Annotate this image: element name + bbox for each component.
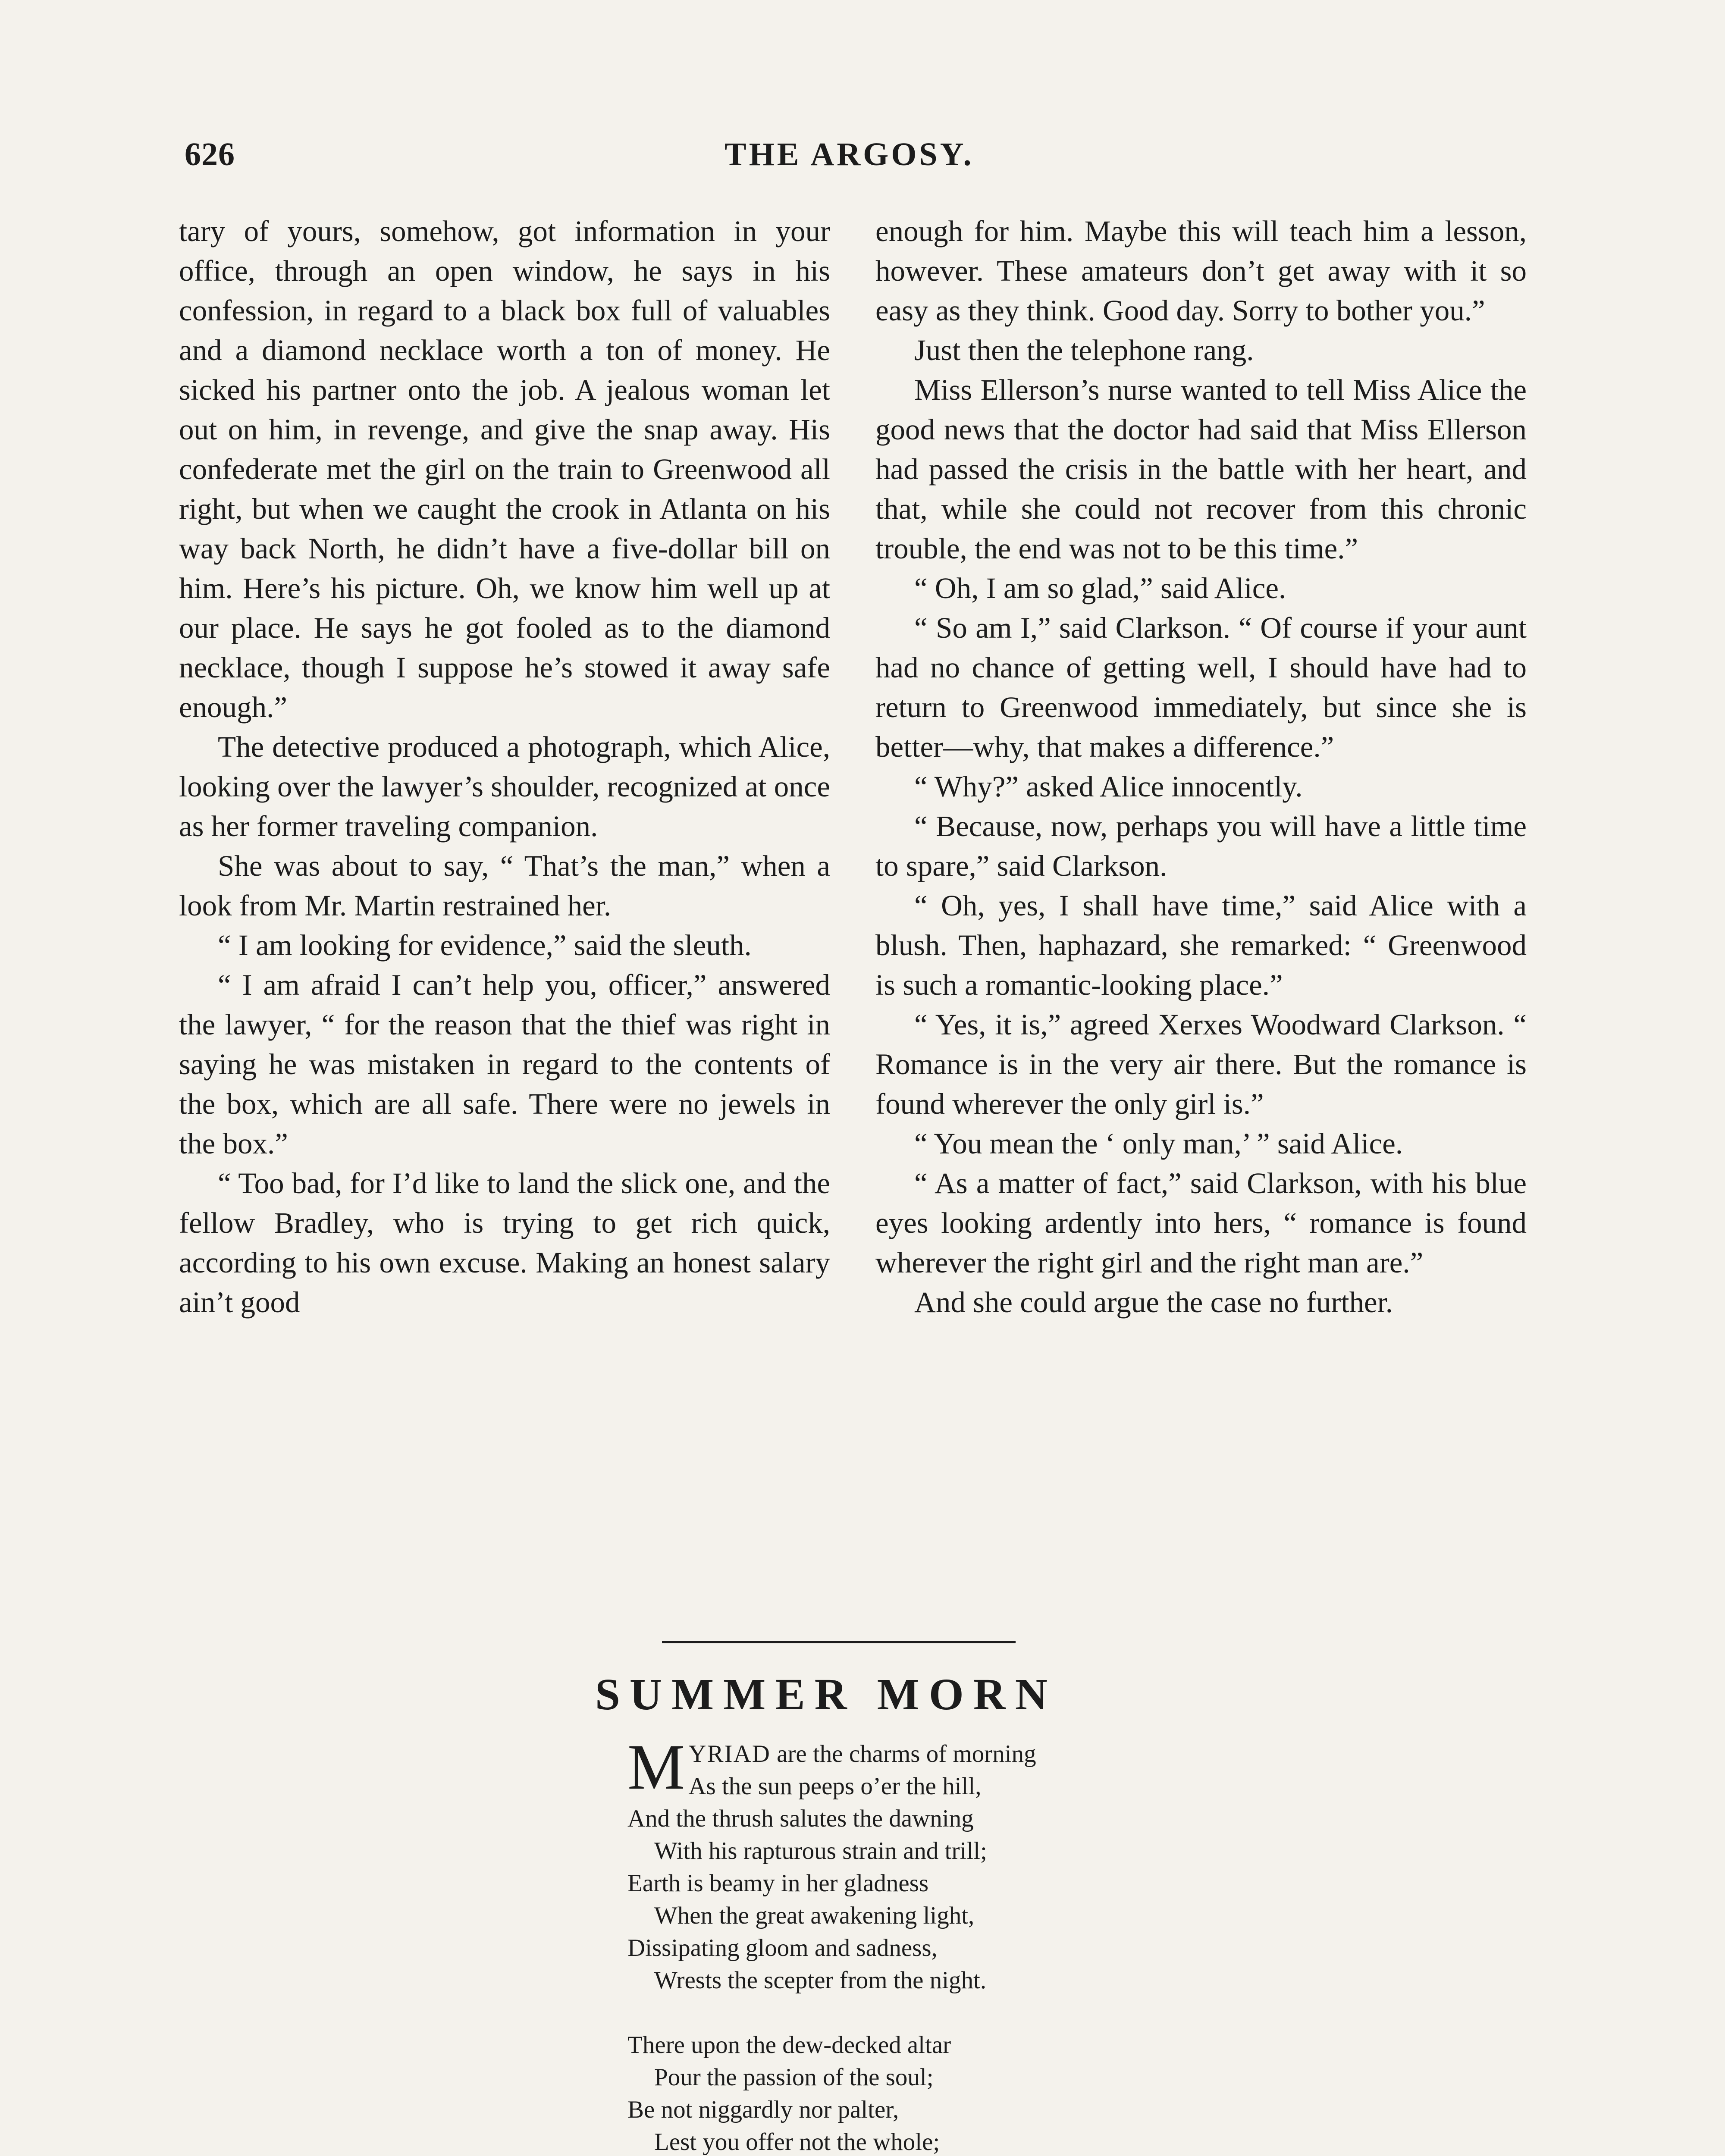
- poem-line-text: are the charms of morning: [770, 1740, 1036, 1767]
- poem-body: [627, 1731, 1274, 2156]
- poem-line: With his rapturous strain and trill;: [654, 1837, 987, 1865]
- poem-line: And the thrush salutes the dawning: [627, 1805, 974, 1832]
- page-number: 626: [185, 136, 235, 172]
- paragraph: “ Oh, I am so glad,” said Alice.: [914, 572, 1286, 605]
- paragraph: “ Oh, yes, I shall have time,” said Alice with a blush. Then, haphazard, she remarked: “ Greenwood is such a romantic-looking place.”: [875, 889, 1527, 1001]
- poem-line: Pour the passion of the soul;: [654, 2064, 934, 2091]
- poem-stanza-2: [627, 2029, 1274, 2156]
- drop-cap: M: [627, 1731, 685, 1803]
- right-text-column: [875, 211, 1527, 1322]
- paragraph: “ Yes, it is,” agreed Xerxes Woodward Clarkson. “ Romance is in the very air there. But the romance is found wherever the only girl is.”: [875, 1008, 1527, 1120]
- paragraph: “ So am I,” said Clarkson. “ Of course if your aunt had no chance of getting well, I should have had to return to Greenwood immediately, but since she is better—why, that makes a difference.”: [875, 611, 1527, 763]
- paragraph: And she could argue the case no further.: [914, 1286, 1393, 1319]
- paragraph: Just then the telephone rang.: [914, 334, 1254, 367]
- section-divider-rule: [662, 1641, 1016, 1643]
- paragraph: She was about to say, “ That’s the man,” when a look from Mr. Martin restrained her.: [179, 849, 830, 922]
- paragraph: “ Too bad, for I’d like to land the slick one, and the fellow Bradley, who is trying to get rich quick, according to his own excuse. Making an honest salary ain’t good: [179, 1167, 830, 1319]
- paragraph: “ As a matter of fact,” said Clarkson, with his blue eyes looking ardently into hers, “ romance is found wherever the right girl and the right man are.”: [875, 1167, 1527, 1279]
- left-text-column: [179, 211, 830, 1322]
- running-head: THE ARGOSY.: [724, 136, 974, 172]
- poem-line: Earth is beamy in her gladness: [627, 1870, 929, 1897]
- poem-line: When the great awakening light,: [654, 1902, 975, 1929]
- poem-line: Dissipating gloom and sadness,: [627, 1934, 938, 1962]
- paragraph: tary of yours, somehow, got information in your office, through an open window, he says in his confession, in regard to a black box full of valuables and a diamond necklace worth a ton of money. He sicked his partner onto the job. A jealous woman let out on him, in revenge, and give the snap away. His confederate met the girl on the train to Greenwood all right, but when we caught the crook in Atlanta on his way back North, he didn’t have a five-dollar bill on him. Here’s his picture. Oh, we know him well up at our place. He says he got fooled as to the diamond necklace, though I suppose he’s stowed it away safe enough.”: [179, 215, 830, 724]
- paragraph: “ Because, now, perhaps you will have a little time to spare,” said Clarkson.: [875, 810, 1527, 882]
- paragraph: “ You mean the ‘ only man,’ ” said Alice.: [914, 1127, 1403, 1160]
- poem-line: Be not niggardly nor palter,: [627, 2096, 899, 2123]
- paragraph: “ Why?” asked Alice innocently.: [914, 770, 1303, 803]
- paragraph: enough for him. Maybe this will teach him a lesson, however. These amateurs don’t get away with it so easy as they think. Good day. Sorry to bother you.”: [875, 215, 1527, 327]
- poem-line: Wrests the scepter from the night.: [654, 1967, 987, 1994]
- poem-line: Lest you offer not the whole;: [654, 2128, 940, 2156]
- paragraph: “ I am looking for evidence,” said the sleuth.: [218, 929, 752, 962]
- poem-line: [627, 1738, 1274, 1770]
- poem-line: As the sun peeps o’er the hill,: [688, 1773, 982, 1800]
- poem-line: There upon the dew-decked altar: [627, 2031, 951, 2059]
- paragraph: “ I am afraid I can’t help you, officer,” answered the lawyer, “ for the reason that the thief was right in saying he was mistaken in regard to the contents of the box, which are all safe. There were no jewels in the box.”: [179, 968, 830, 1160]
- paragraph: Miss Ellerson’s nurse wanted to tell Miss Alice the good news that the doctor had said that Miss Ellerson had passed the crisis in the battle with her heart, and that, while she could not recover from this chronic trouble, the end was not to be this time.”: [875, 373, 1527, 565]
- poem-stanza-1: [627, 1731, 1274, 1996]
- poem-title: SUMMER MORN: [595, 1670, 1057, 1719]
- first-word-smallcaps: YRIAD: [688, 1740, 771, 1767]
- paragraph: The detective produced a photograph, which Alice, looking over the lawyer’s shoulder, recognized at once as her former traveling companion.: [179, 730, 830, 843]
